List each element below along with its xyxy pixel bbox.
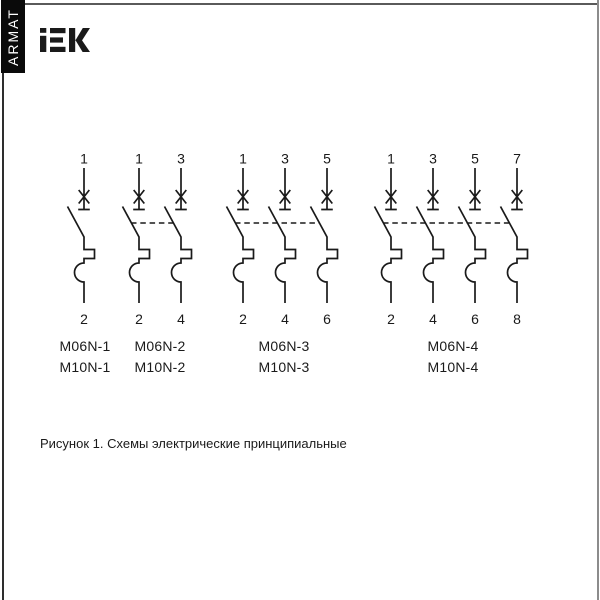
model-labels-4p bbox=[393, 336, 513, 378]
terminal-number: 1 bbox=[239, 150, 247, 167]
breaker-group-4p bbox=[375, 151, 528, 328]
pole-symbol bbox=[417, 168, 444, 303]
model-name: M10N-2 bbox=[134, 359, 186, 375]
terminal-number: 3 bbox=[281, 150, 289, 167]
terminal-number: 3 bbox=[429, 150, 437, 167]
model-name: M10N-1 bbox=[59, 359, 111, 375]
terminal-number: 4 bbox=[281, 311, 289, 327]
pole-symbol bbox=[165, 168, 192, 303]
pole-symbol bbox=[227, 168, 254, 303]
terminal-number: 3 bbox=[177, 150, 185, 167]
breaker-group-2p bbox=[123, 151, 192, 328]
pole-symbol bbox=[68, 168, 95, 303]
terminal-number: 2 bbox=[239, 311, 247, 327]
model-name: M06N-2 bbox=[134, 338, 186, 354]
terminal-number: 4 bbox=[177, 311, 185, 327]
terminal-number: 8 bbox=[513, 311, 521, 327]
pole-symbol bbox=[269, 168, 296, 303]
model-name: M06N-3 bbox=[258, 338, 310, 354]
model-name: M10N-3 bbox=[258, 359, 310, 375]
pole-symbol bbox=[501, 168, 528, 303]
pole-symbol bbox=[375, 168, 402, 303]
pole-symbol bbox=[123, 168, 150, 303]
breaker-group-3p bbox=[227, 151, 338, 328]
model-name: M06N-4 bbox=[427, 338, 479, 354]
armat-label: ARMAT bbox=[5, 7, 21, 66]
model-name: M10N-4 bbox=[427, 359, 479, 375]
terminal-number: 5 bbox=[323, 150, 331, 167]
terminal-number: 2 bbox=[387, 311, 395, 327]
model-name: M06N-1 bbox=[59, 338, 111, 354]
terminal-number: 7 bbox=[513, 150, 521, 167]
terminal-number: 1 bbox=[135, 150, 143, 167]
model-labels-3p bbox=[224, 336, 344, 378]
terminal-number: 5 bbox=[471, 150, 479, 167]
terminal-number: 6 bbox=[323, 311, 331, 327]
model-labels-2p bbox=[100, 336, 220, 378]
breaker-group-1p bbox=[68, 151, 95, 328]
terminal-number: 2 bbox=[135, 311, 143, 327]
pole-symbol bbox=[459, 168, 486, 303]
terminal-number: 1 bbox=[80, 150, 88, 167]
pole-symbol bbox=[311, 168, 338, 303]
figure-caption: Рисунок 1. Схемы электрические принципиальные bbox=[40, 436, 347, 451]
terminal-number: 4 bbox=[429, 311, 437, 327]
terminal-number: 6 bbox=[471, 311, 479, 327]
terminal-number: 1 bbox=[387, 150, 395, 167]
terminal-number: 2 bbox=[80, 311, 88, 327]
